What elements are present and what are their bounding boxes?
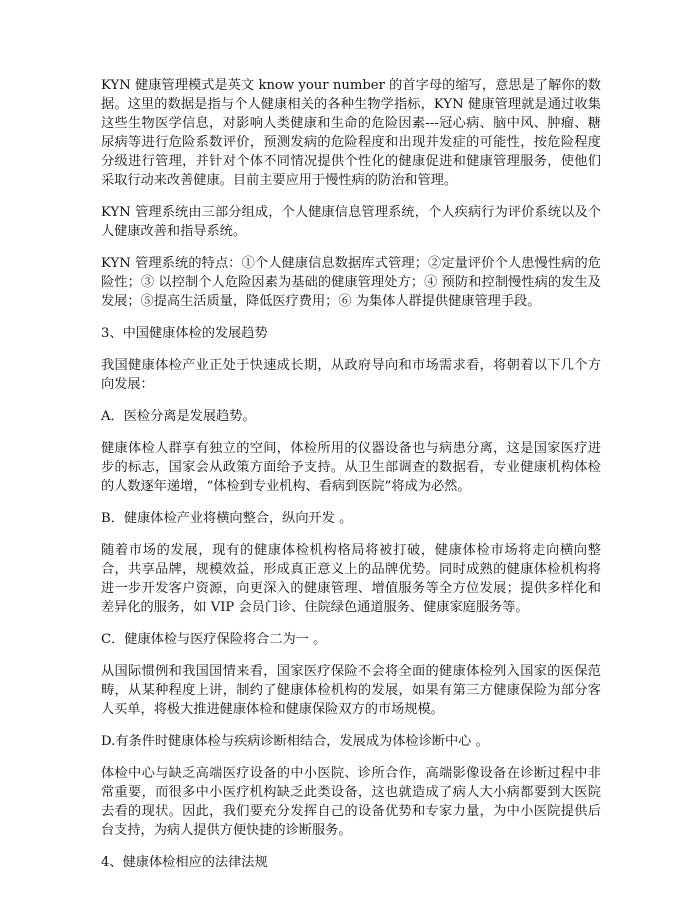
subheading-c: C．健康体检与医疗保险将合二为一 。 — [101, 632, 327, 647]
paragraph-b: 随着市场的发展，现有的健康体检机构格局将被打破，健康体检市场将走向横向整合，共享品牌，规模效益，形成真正意义上的品牌优势。同时成熟的健康体检机构将进一步开发客户资源，向更深入的健康管理、增值服务等全方位发展；提供多样化和差异化的服务，如 VIP 会员门诊、住院绿色通道服务、健康家庭服务等。 — [101, 543, 601, 615]
paragraph-kyn-definition: KYN 健康管理模式是英文 know your number 的首字母的缩写，意思是了解你的数据。这里的数据是指与个人健康相关的各种生物学指标，KYN 健康管理就是通过收集这些生物医学信息，对影响人类健康和生命的危险因素---冠心病、脑中风、肿瘤、糖尿病等进行危险系数评价，预测发病的危险程度和出现并发症的可能性，按危险程度分级进行管理，并针对个体不同情况提供个性化的健康促进和健康管理服务，使他们采取行动来改善健康。目前主要应用于慢性病的防治和管理。 — [101, 78, 601, 188]
paragraph-a: 健康体检人群享有独立的空间，体检所用的仪器设备也与病患分离，这是国家医疗进步的标志，国家会从政策方面给予支持。从卫生部调查的数据看，专业健康机构体检的人数逐年递增，“体检到专业机构、看病到医院”将成为必然。 — [101, 441, 601, 494]
paragraph-kyn-components: KYN 管理系统由三部分组成，个人健康信息管理系统，个人疾病行为评价系统以及个人健康改善和指导系统。 — [101, 205, 601, 239]
subheading-d: D.有条件时健康体检与疾病诊断相结合，发展成为体检诊断中心 。 — [101, 734, 489, 749]
document-body — [101, 76, 601, 885]
paragraph-d: 体检中心与缺乏高端医疗设备的中小医院、诊所合作，高端影像设备在诊断过程中非常重要，而很多中小医疗机构缺乏此类设备，这也就造成了病人大小病都要到大医院去看的现状。因此，我们要充分发挥自己的设备优势和专家力量，为中小医院提供后台支持，为病人提供方便快捷的诊断服务。 — [101, 766, 601, 838]
subheading-b: B．健康体检产业将横向整合，纵向开发 。 — [101, 511, 353, 526]
paragraph-kyn-features: KYN 管理系统的特点：①个人健康信息数据库式管理；②定量评价个人患慢性病的危险性；③ 以控制个人危险因素为基础的健康管理处方；④ 预防和控制慢性病的发生及发展；⑤提高生活质量，降低医疗费用；⑥ 为集体人群提供健康管理手段。 — [101, 256, 601, 309]
paragraph-c: 从国际惯例和我国国情来看，国家医疗保险不会将全面的健康体检列入国家的医保范畴，从某种程度上讲，制约了健康体检机构的发展，如果有第三方健康保险为部分客人买单，将极大推进健康体检和健康保险双方的市场规模。 — [101, 664, 601, 717]
section-heading-3: 3、中国健康体检的发展趋势 — [101, 326, 268, 341]
section-heading-4: 4、健康体检相应的法律法规 — [101, 855, 268, 870]
subheading-a: A．医检分离是发展趋势。 — [101, 409, 256, 424]
paragraph-trend-intro: 我国健康体检产业正处于快速成长期，从政府导向和市场需求看，将朝着以下几个方向发展： — [101, 358, 601, 392]
